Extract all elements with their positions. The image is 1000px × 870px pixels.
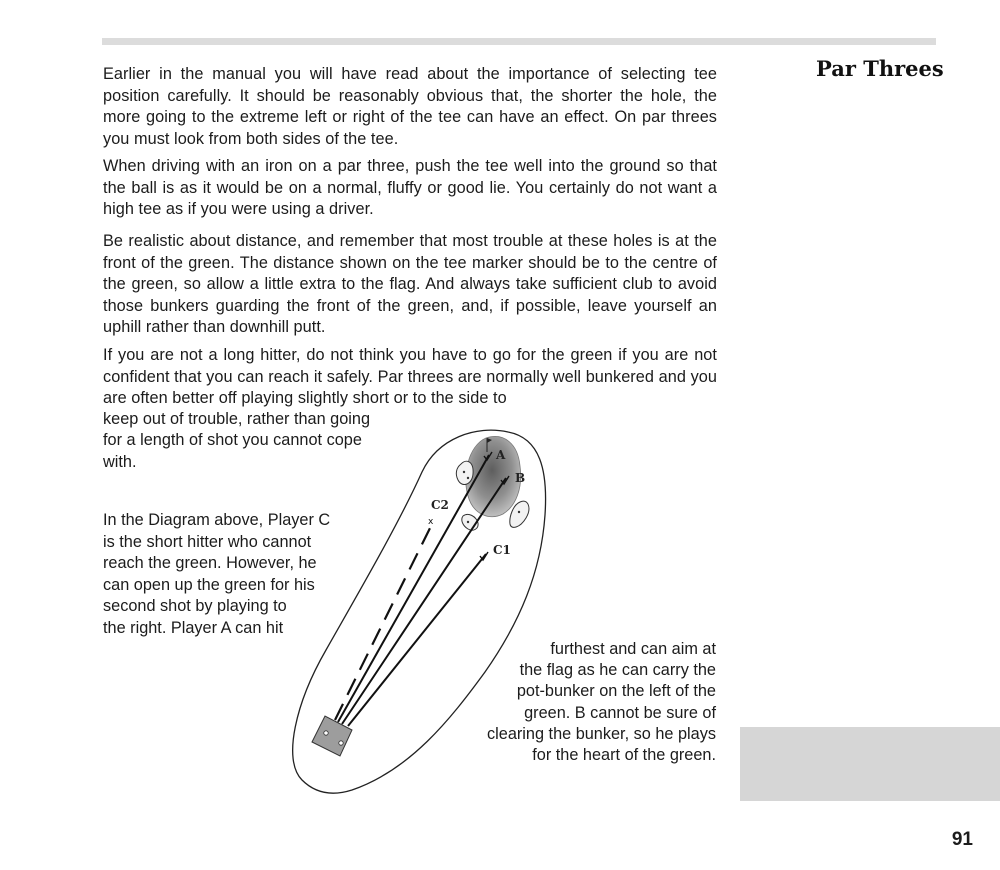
- text-line: with.: [103, 453, 137, 471]
- green: [466, 436, 521, 516]
- paragraph-iron-tee: When driving with an iron on a par three, push the tee well into the ground so that the ball is as it would be on a normal, fluffy or good lie. You certainly do not want a high tee as if you were using a driver.: [103, 157, 717, 218]
- paragraph-distance: Be realistic about distance, and remember that most trouble at these holes is at the front of the green. The distance shown on the tee marker should be to the centre of the green, so allow a little extra to the flag. And always take sufficient club to avoid those bunkers guarding the front of the green, and, if possible, leave yourself an uphill rather than downhill putt.: [103, 232, 717, 336]
- bunker-dot: [463, 471, 465, 473]
- text-line: reach the green. However, he: [103, 554, 317, 572]
- label-player-c1: C1: [493, 543, 511, 557]
- tee-marker-icon: [324, 731, 328, 735]
- text-line: for the heart of the green.: [532, 746, 716, 764]
- label-player-a: A: [496, 448, 506, 462]
- paragraph-short-hitter: If you are not a long hitter, do not think you have to go for the green if you are not confident that you can reach it safely. Par threes are normally well bunkered and you are often better off playing slightly short or to the side to: [103, 346, 717, 407]
- text-line: can open up the green for his: [103, 576, 315, 594]
- text-line: second shot by playing to: [103, 597, 287, 615]
- paragraph-tee-position: Earlier in the manual you will have read about the importance of selecting tee position carefully. It should be reasonably obvious that, the shorter the hole, the more going to the extreme left or right of the tee can have an effect. On par threes you must look from both sides of the tee.: [103, 65, 717, 148]
- text-line: clearing the bunker, so he plays: [487, 725, 716, 743]
- bunker-dot: [518, 511, 520, 513]
- label-player-c2: C2: [431, 498, 449, 512]
- landing-mark-c2-icon: x: [428, 517, 434, 527]
- text-line: for a length of shot you cannot cope: [103, 431, 362, 449]
- text-line: keep out of trouble, rather than going: [103, 410, 371, 428]
- text-line: pot-bunker on the left of the: [516, 682, 716, 700]
- text-line: is the short hitter who cannot: [103, 533, 312, 551]
- text-line: green. B cannot be sure of: [524, 704, 716, 722]
- margin-gray-box: [740, 727, 1000, 801]
- section-title: Par Threes: [816, 56, 944, 81]
- text-line: In the Diagram above, Player C: [103, 511, 331, 529]
- text-line: the right. Player A can hit: [103, 619, 284, 637]
- text-line: the flag as he can carry the: [519, 661, 716, 679]
- bunker-dot: [467, 477, 469, 479]
- tee-marker-icon: [339, 741, 343, 745]
- text-line: furthest and can aim at: [550, 640, 716, 658]
- label-player-b: B: [515, 471, 526, 485]
- bunker-dot: [467, 521, 469, 523]
- page-number: 91: [951, 829, 973, 850]
